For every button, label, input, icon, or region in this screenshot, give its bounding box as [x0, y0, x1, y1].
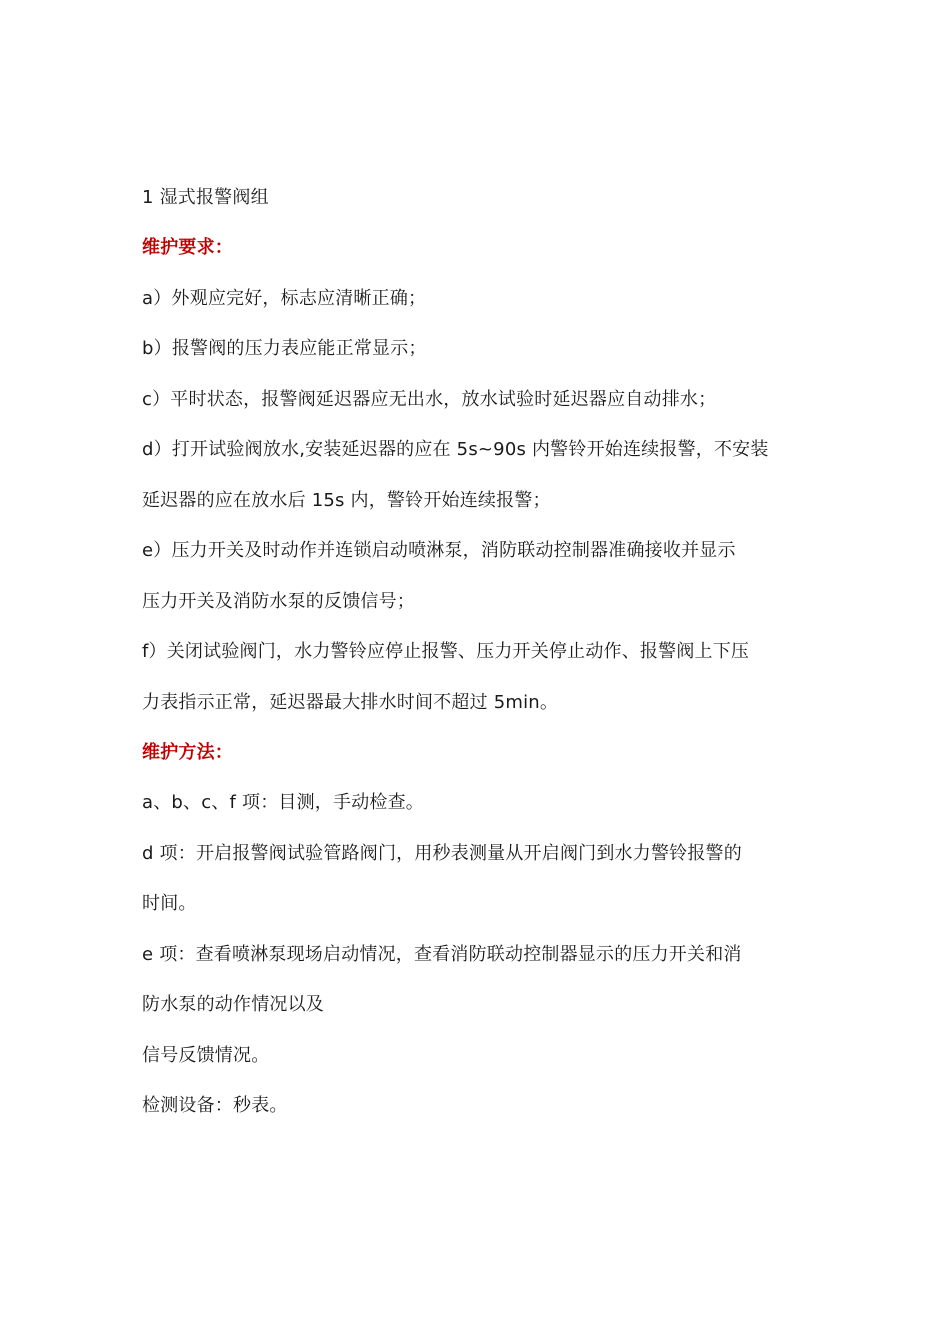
method-e-line1: e 项：查看喷淋泵现场启动情况，查看消防联动控制器显示的压力开关和消 — [142, 944, 742, 965]
section-title: 1 湿式报警阀组 — [142, 187, 269, 208]
requirement-e-line1: e）压力开关及时动作并连锁启动喷淋泵，消防联动控制器准确接收并显示 — [142, 540, 736, 561]
requirement-f-line2: 力表指示正常，延迟器最大排水时间不超过 5min。 — [142, 692, 559, 713]
requirement-d-line1: d）打开试验阀放水,安装延迟器的应在 5s~90s 内警铃开始连续报警，不安装 — [142, 439, 769, 460]
method-d-line2: 时间。 — [142, 893, 197, 914]
requirement-a: a）外观应完好，标志应清晰正确； — [142, 288, 427, 309]
method-abcf: a、b、c、f 项：目测，手动检查。 — [142, 792, 425, 813]
equipment-line: 检测设备：秒表。 — [142, 1095, 288, 1116]
requirement-d-line2: 延迟器的应在放水后 15s 内，警铃开始连续报警； — [142, 490, 551, 511]
requirement-f-line1: f）关闭试验阀门，水力警铃应停止报警、压力开关停止动作、报警阀上下压 — [142, 641, 750, 662]
requirements-heading: 维护要求： — [142, 237, 233, 258]
requirement-e-line2: 压力开关及消防水泵的反馈信号； — [142, 591, 415, 612]
methods-heading: 维护方法： — [142, 742, 233, 763]
method-d-line1: d 项：开启报警阀试验管路阀门，用秒表测量从开启阀门到水力警铃报警的 — [142, 843, 742, 864]
requirement-c: c）平时状态，报警阀延迟器应无出水，放水试验时延迟器应自动排水； — [142, 389, 717, 410]
method-e-line2: 防水泵的动作情况以及 — [142, 994, 324, 1015]
method-e-line3: 信号反馈情况。 — [142, 1045, 270, 1066]
requirement-b: b）报警阀的压力表应能正常显示； — [142, 338, 427, 359]
